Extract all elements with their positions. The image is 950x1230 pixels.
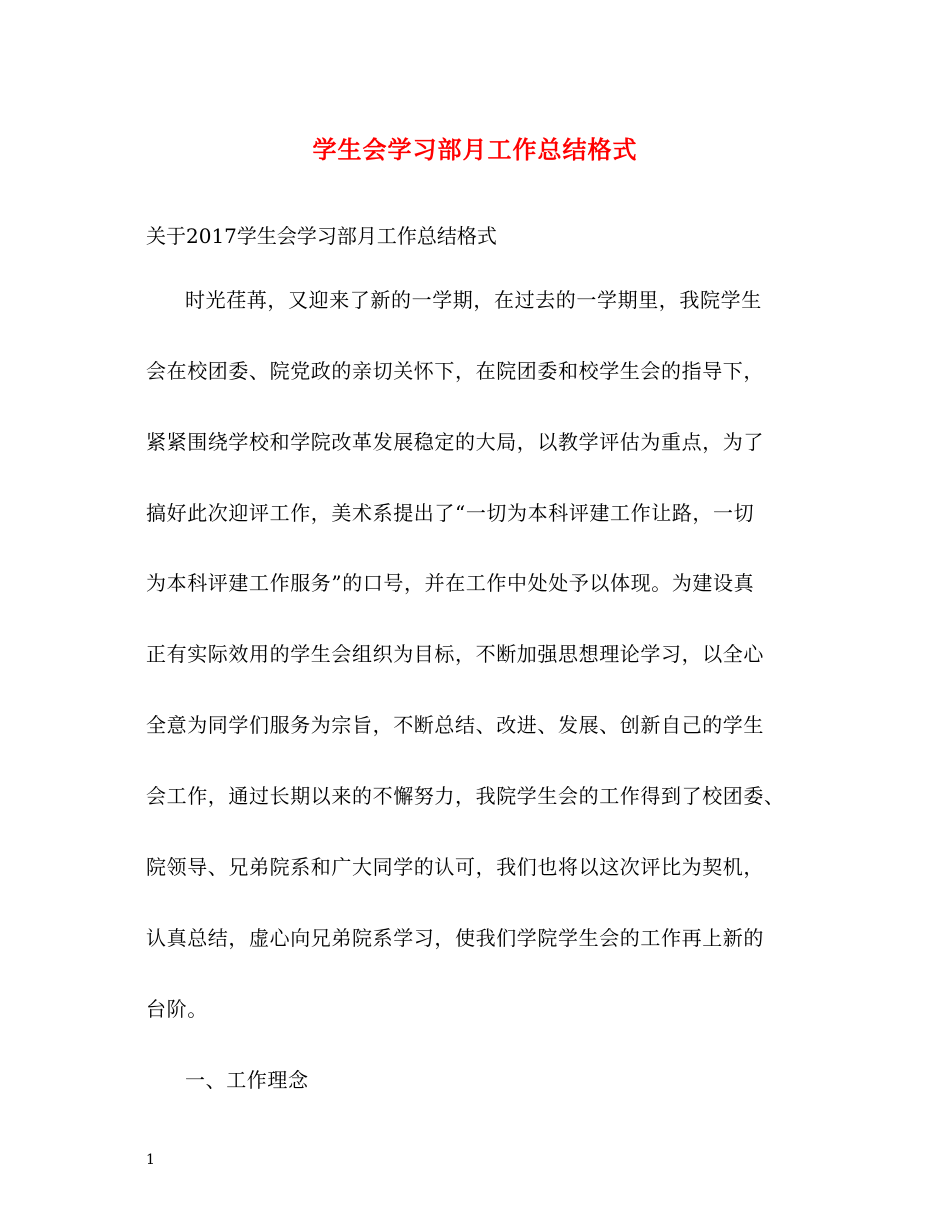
document-subtitle: 关于2017学生会学习部月工作总结格式	[146, 224, 497, 248]
paragraph-line: 全意为同学们服务为宗旨，不断总结、改进、发展、创新自己的学生	[146, 713, 764, 737]
paragraph-line: 为本科评建工作服务”的口号，并在工作中处处予以体现。为建设真	[146, 571, 755, 595]
paragraph-line: 会在校团委、院党政的亲切关怀下，在院团委和校学生会的指导下，	[146, 359, 764, 383]
paragraph-line: 搞好此次迎评工作，美术系提出了“一切为本科评建工作让路，一切	[146, 501, 755, 525]
paragraph-line: 认真总结，虚心向兄弟院系学习，使我们学院学生会的工作再上新的	[146, 926, 764, 950]
section-heading: 一、工作理念	[185, 1068, 309, 1092]
paragraph-line: 会工作，通过长期以来的不懈努力，我院学生会的工作得到了校团委、	[146, 784, 785, 808]
document-title: 学生会学习部月工作总结格式	[312, 135, 638, 164]
paragraph-line: 时光荏苒，又迎来了新的一学期，在过去的一学期里，我院学生	[185, 288, 762, 312]
paragraph-line: 紧紧围绕学校和学院改革发展稳定的大局，以教学评估为重点，为了	[146, 430, 764, 454]
paragraph-line: 正有实际效用的学生会组织为目标，不断加强思想理论学习，以全心	[146, 642, 764, 666]
page-number: 1	[146, 1152, 155, 1168]
paragraph-line: 台阶。	[146, 997, 208, 1021]
paragraph-line: 院领导、兄弟院系和广大同学的认可，我们也将以这次评比为契机，	[146, 855, 764, 879]
